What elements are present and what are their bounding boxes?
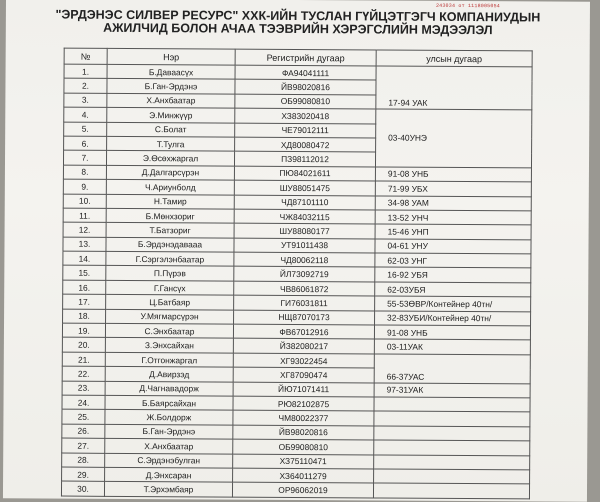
row-number: 25. <box>62 409 105 424</box>
plate-number-merged: 66-37УАС <box>374 354 530 384</box>
row-number: 9. <box>63 179 106 194</box>
plate-number: 91-08 УНБ <box>374 325 530 340</box>
worker-name: Х.Анхбаатар <box>107 93 235 108</box>
worker-name: Т.Тулга <box>107 136 235 151</box>
worker-name: Ц.Батбаяр <box>106 295 234 310</box>
plate-number: 62-03УБЯ <box>375 282 531 297</box>
document-title-line-2: АЖИЛЧИД БОЛОН АЧАА ТЭЭВРИЙН ХЭРЭГСЛИЙН МЭДЭЭЛЭЛ <box>103 20 493 38</box>
registration-number: ХГ87090474 <box>233 367 374 382</box>
registration-number: ЧВ86061872 <box>234 281 375 296</box>
row-number: 6. <box>64 136 107 151</box>
row-number: 30. <box>61 481 104 496</box>
worker-name: С.Энхбаатар <box>105 323 233 338</box>
registration-number: ФВ67012916 <box>233 324 374 339</box>
registration-number: ОБ99080810 <box>233 439 374 454</box>
registration-number: ХД80080472 <box>235 137 376 152</box>
worker-name: Д.Далгарсүрэн <box>106 165 234 180</box>
plate-number: 62-03 УНГ <box>375 253 531 268</box>
plate-number-merged: 17-94 УАК <box>376 66 532 110</box>
row-number: 10. <box>63 194 106 209</box>
plate-number: 16-92 УБЯ <box>375 267 531 282</box>
plate-number <box>374 440 530 455</box>
table-body <box>61 64 532 499</box>
worker-name: Б.Даваасүх <box>107 64 235 79</box>
registration-number: ПЮ84021611 <box>234 166 375 181</box>
worker-name: Э.Минжүүр <box>107 108 235 123</box>
row-number: 23. <box>62 381 105 396</box>
worker-name: Г.Сэргэлэнбаатар <box>106 251 234 266</box>
workers-vehicles-table <box>61 48 533 500</box>
plate-number <box>374 469 530 484</box>
row-number: 16. <box>63 280 106 295</box>
plate-number <box>374 411 530 426</box>
worker-name: Д.Авирзэд <box>105 367 233 382</box>
row-number: 24. <box>62 395 105 410</box>
row-number: 8. <box>63 165 106 180</box>
plate-number: 04-61 УНУ <box>375 239 531 254</box>
row-number: 26. <box>62 424 105 439</box>
registration-number: НЩ87070173 <box>234 310 375 325</box>
worker-name: Б.Ган-Эрдэнэ <box>105 424 233 439</box>
row-number: 19. <box>62 323 105 338</box>
row-number: 4. <box>64 107 107 122</box>
registration-number: ОР96062019 <box>232 482 373 497</box>
row-number: 17. <box>63 294 106 309</box>
plate-number-merged: 03-40УНЭ <box>375 109 531 168</box>
registration-number: ЧЕ79012111 <box>235 123 376 138</box>
plate-number <box>374 426 530 441</box>
document-sheet <box>3 0 590 502</box>
plate-number: 91-08 УНБ <box>375 167 531 182</box>
registration-number: ЙЛ73092719 <box>234 267 375 282</box>
plate-number <box>374 397 530 412</box>
plate-number: 03-11УАК <box>374 339 530 354</box>
plate-number: 15-46 УНП <box>375 224 531 239</box>
worker-name: Н.Тамир <box>106 194 234 209</box>
registration-number: РЮ82102875 <box>233 396 374 411</box>
plate-number: 97-31УАК <box>374 383 530 398</box>
worker-name: Ж.Болдорж <box>105 410 233 425</box>
registration-number: ОБ99080810 <box>235 94 376 109</box>
worker-name: Д.Энхсаран <box>105 467 233 482</box>
row-number: 11. <box>63 208 106 223</box>
row-number: 20. <box>62 337 105 352</box>
registration-number: ГИ76031811 <box>234 295 375 310</box>
registration-number: ЧМ80022377 <box>233 410 374 425</box>
worker-name: Б.Баярсайхан <box>105 395 233 410</box>
row-number: 21. <box>62 352 105 367</box>
worker-name: З.Энхсайхан <box>105 338 233 353</box>
worker-name: П.Пүрэв <box>106 266 234 281</box>
row-number: 28. <box>62 453 105 468</box>
row-number: 5. <box>64 122 107 137</box>
row-number: 27. <box>62 438 105 453</box>
plate-number: 55-53ӨВР/Контейнер 40тн/ <box>375 296 531 311</box>
header-plate: улсын дугаар <box>376 50 532 67</box>
worker-name: С.Эрдэнэбулган <box>105 453 233 468</box>
worker-name: Т.Батзориг <box>106 223 234 238</box>
row-number: 22. <box>62 366 105 381</box>
registration-number: ЙЮ71071411 <box>233 382 374 397</box>
registration-number: ПЗ98112012 <box>234 151 375 166</box>
registration-number: ШУ88051475 <box>234 180 375 195</box>
table-row <box>61 481 529 498</box>
plate-number: 32-83УБИ/Контейнер 40тн/ <box>375 311 531 326</box>
header-registration: Регистрийн дугаар <box>235 49 376 66</box>
registration-number: ХЗ83020418 <box>235 108 376 123</box>
worker-name: Д.Чагнавадорж <box>105 381 233 396</box>
row-number: 1. <box>64 64 107 79</box>
corner-stamp: 243034 от 1118005054 <box>435 2 500 10</box>
header-name: Нэр <box>107 48 235 65</box>
worker-name: Г.Гансүх <box>106 280 234 295</box>
plate-number <box>373 483 529 498</box>
plate-number: 34-98 УАМ <box>375 195 531 210</box>
plate-number <box>374 455 530 470</box>
worker-name: Э.Өсөхжаргал <box>106 151 234 166</box>
row-number: 13. <box>63 237 106 252</box>
row-number: 7. <box>63 150 106 165</box>
registration-number: ХЗ64011279 <box>233 468 374 483</box>
row-number: 12. <box>63 222 106 237</box>
row-number: 18. <box>63 309 106 324</box>
registration-number: ЧД87101110 <box>234 195 375 210</box>
worker-name: Г.Отгонжаргал <box>105 352 233 367</box>
worker-name: У.Мягмарсүрэн <box>106 309 234 324</box>
worker-name: С.Болат <box>107 122 235 137</box>
worker-name: Б.Мөнхзориг <box>106 208 234 223</box>
document-title-line-1: "ЭРДЭНЭС СИЛВЕР РЕСУРС" ХХК-ИЙН ТУСЛАН ГҮЙЦЭТГЭГЧ КОМПАНИУДЫН <box>55 7 541 25</box>
row-number: 3. <box>64 93 107 108</box>
registration-number: ЧД80062118 <box>234 252 375 267</box>
plate-number: 71-99 УБХ <box>375 181 531 196</box>
registration-number: ЙВ98020816 <box>233 425 374 440</box>
registration-number: УТ91011438 <box>234 238 375 253</box>
registration-number: ЙВ98020816 <box>235 80 376 95</box>
worker-name: Б.Ган-Эрдэнэ <box>107 79 235 94</box>
registration-number: ЧЖ84032115 <box>234 209 375 224</box>
registration-number: ШУ88080177 <box>234 223 375 238</box>
registration-number: ЙЗ82080217 <box>233 339 374 354</box>
row-number: 14. <box>63 251 106 266</box>
header-number: № <box>64 48 107 64</box>
worker-name: Б.Эрдэнэдавааа <box>106 237 234 252</box>
plate-number: 13-52 УНЧ <box>375 210 531 225</box>
worker-name: Х.Анхбаатар <box>105 438 233 453</box>
row-number: 29. <box>62 467 105 482</box>
registration-number: ХГ93022454 <box>233 353 374 368</box>
registration-number: ХЗ75110471 <box>233 454 374 469</box>
registration-number: ФА94041111 <box>235 65 376 80</box>
row-number: 2. <box>64 78 107 93</box>
worker-name: Т.Эрхэмбаяр <box>104 482 232 497</box>
worker-name: Ч.Ариунболд <box>106 179 234 194</box>
row-number: 15. <box>63 266 106 281</box>
